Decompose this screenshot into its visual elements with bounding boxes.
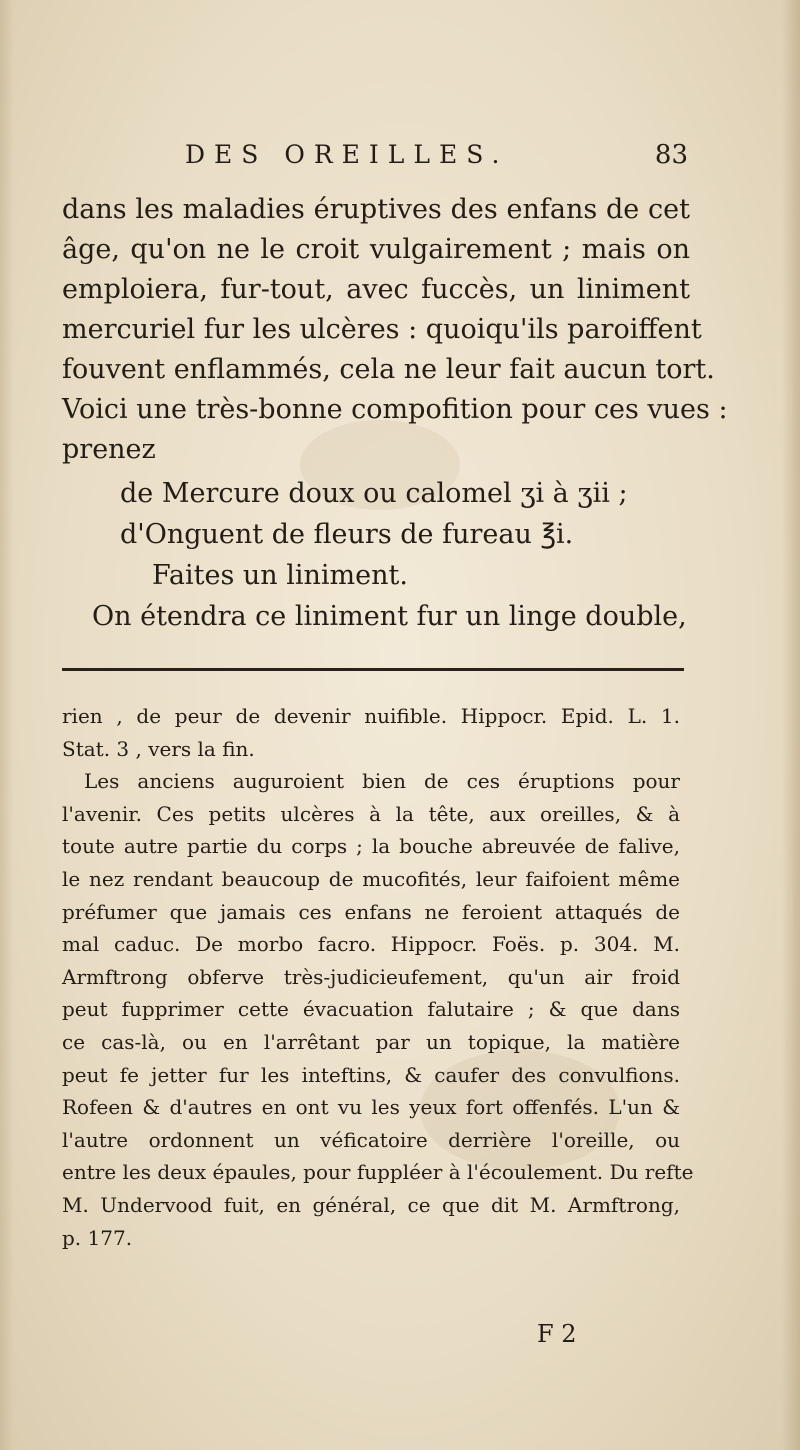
page-number: 83 (654, 140, 688, 170)
footnote-line: Les anciens auguroient bien de ces éruptions pour (84, 769, 680, 794)
footnote-line: l'avenir. Ces petits ulcères à la tête, aux oreilles, & à (62, 801, 680, 826)
text-line: prenez (62, 434, 156, 465)
text-line: dans les maladies éruptives des enfans de cet (62, 194, 690, 225)
footnote-line: peut fupprimer cette évacuation falutaire ; & que dans (62, 997, 680, 1022)
footnote-line: p. 177. (62, 1225, 133, 1250)
footnote-line: l'autre ordonnent un véficatoire derrière l'oreille, ou (62, 1127, 680, 1152)
footnotes (62, 700, 694, 1254)
footnote-line: le nez rendant beaucoup de mucofités, leur faifoient même (62, 866, 680, 891)
recipe-ingredient: d'Onguent de fleurs de fureau ℥i. (120, 519, 574, 550)
footnote-line: toute autre partie du corps ; la bouche abreuvée de falive, (62, 834, 680, 859)
footnote-line: M. Undervood fuit, en général, ce que dit M. Armftrong, (62, 1192, 680, 1217)
footnote-line: mal caduc. De morbo facro. Hippocr. Foës. p. 304. M. (62, 932, 680, 957)
running-title: DES OREILLES. (185, 140, 509, 169)
running-header (185, 140, 688, 170)
signature-mark: F 2 (537, 1320, 577, 1348)
text-line: emploiera, fur-tout, avec fuccès, un liniment (62, 274, 690, 305)
recipe-block (62, 473, 690, 637)
text-line: Voici une très-bonne compofition pour ces vues : (62, 394, 728, 425)
page-edge-right (782, 0, 800, 1450)
text-line: fouvent enflammés, cela ne leur fait aucun tort. (62, 354, 715, 385)
recipe-instruction: Faites un liniment. (152, 560, 408, 591)
footnote-line: préfumer que jamais ces enfans ne feroient attaqués de (62, 899, 680, 924)
page-edge-left (0, 0, 14, 1450)
footnote-rule (62, 668, 684, 671)
footnote-line: Armftrong obferve très-judicieufement, qu'un air froid (62, 964, 680, 989)
footnote-line: rien , de peur de devenir nuifible. Hippocr. Epid. L. 1. (62, 704, 680, 728)
footnote-line: peut fe jetter fur les inteftins, & caufer des convulfions. (62, 1062, 680, 1087)
text-line: âge, qu'on ne le croit vulgairement ; mais on (62, 234, 690, 265)
text-line: mercuriel fur les ulcères : quoiqu'ils paroiffent (62, 314, 702, 345)
text-line: On étendra ce liniment fur un linge double, (92, 601, 687, 632)
footnote-line: Rofeen & d'autres en ont vu les yeux fort offenfés. L'un & (62, 1095, 680, 1120)
recipe-ingredient: de Mercure doux ou calomel ʒi à ʒii ; (120, 478, 628, 509)
footnote-line: Stat. 3 , vers la fin. (62, 736, 255, 761)
footnote-line: ce cas-là, ou en l'arrêtant par un topique, la matière (62, 1029, 680, 1054)
main-text (62, 190, 728, 470)
footnote-line: entre les deux épaules, pour fuppléer à l'écoulement. Du refte (62, 1160, 694, 1185)
